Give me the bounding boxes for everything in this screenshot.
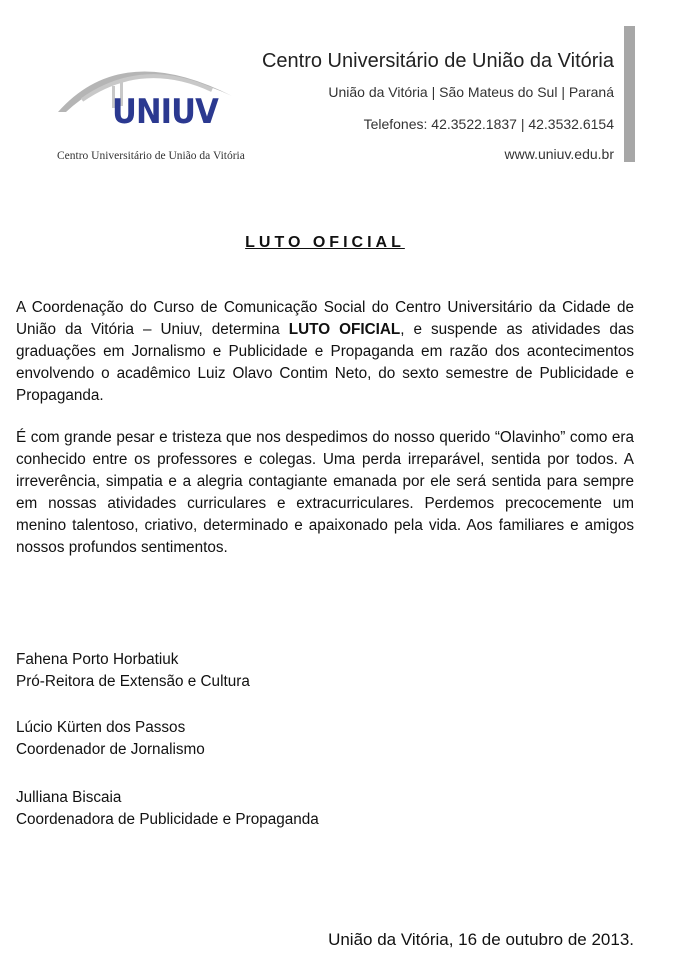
logo-subtitle: Centro Universitário de União da Vitória bbox=[57, 150, 245, 162]
signature-name: Fahena Porto Horbatiuk bbox=[16, 651, 179, 668]
signature-1 bbox=[16, 649, 250, 693]
document-date: União da Vitória, 16 de outubro de 2013. bbox=[328, 930, 634, 949]
institution-name: Centro Universitário de União da Vitória bbox=[261, 50, 614, 72]
paragraph-1-text: A Coordenação do Curso de Comunicação Social do Centro Universitário da Cidade de União da Vitória – Uniuv, determina bbox=[16, 299, 634, 338]
signature-role: Coordenadora de Publicidade e Propaganda bbox=[16, 811, 319, 828]
paragraph-1-bold: LUTO OFICIAL bbox=[288, 321, 401, 338]
signature-3 bbox=[16, 787, 319, 831]
signature-2 bbox=[16, 717, 205, 761]
paragraph-1-text-end: , e suspende as atividades das graduações em Jornalismo e Publicidade e Propaganda em razão dos acontecimentos envolvendo o acadêmico Luiz Olavo Contim Neto, do sexto semestre de Publicidade e Propaganda. bbox=[16, 321, 634, 404]
signature-name: Julliana Biscaia bbox=[16, 789, 122, 806]
locations: União da Vitória | São Mateus do Sul | Paraná bbox=[328, 84, 614, 100]
signature-role: Coordenador de Jornalismo bbox=[16, 741, 205, 758]
document-title: LUTO OFICIAL bbox=[245, 234, 405, 251]
logo-text: UNIUV bbox=[112, 92, 218, 132]
website: www.uniuv.edu.br bbox=[504, 146, 614, 162]
header-divider-bar bbox=[624, 26, 635, 162]
signature-role: Pró-Reitora de Extensão e Cultura bbox=[16, 673, 250, 690]
paragraph-1 bbox=[16, 297, 634, 407]
signature-name: Lúcio Kürten dos Passos bbox=[16, 719, 186, 736]
phones: Telefones: 42.3522.1837 | 42.3532.6154 bbox=[363, 116, 614, 132]
paragraph-2: É com grande pesar e tristeza que nos despedimos do nosso querido “Olavinho” como era conhecido entre os professores e colegas. Uma perda irreparável, sentida por todos. A irreverência, simpatia e a alegria contagiante emanada por ele será sentida para sempre em nossas atividades curriculares e extracurriculares. Perdemos precocemente um menino talentoso, criativo, determinado e apaixonado pela vida. Aos familiares e amigos nossos profundos sentimentos. bbox=[16, 429, 634, 556]
